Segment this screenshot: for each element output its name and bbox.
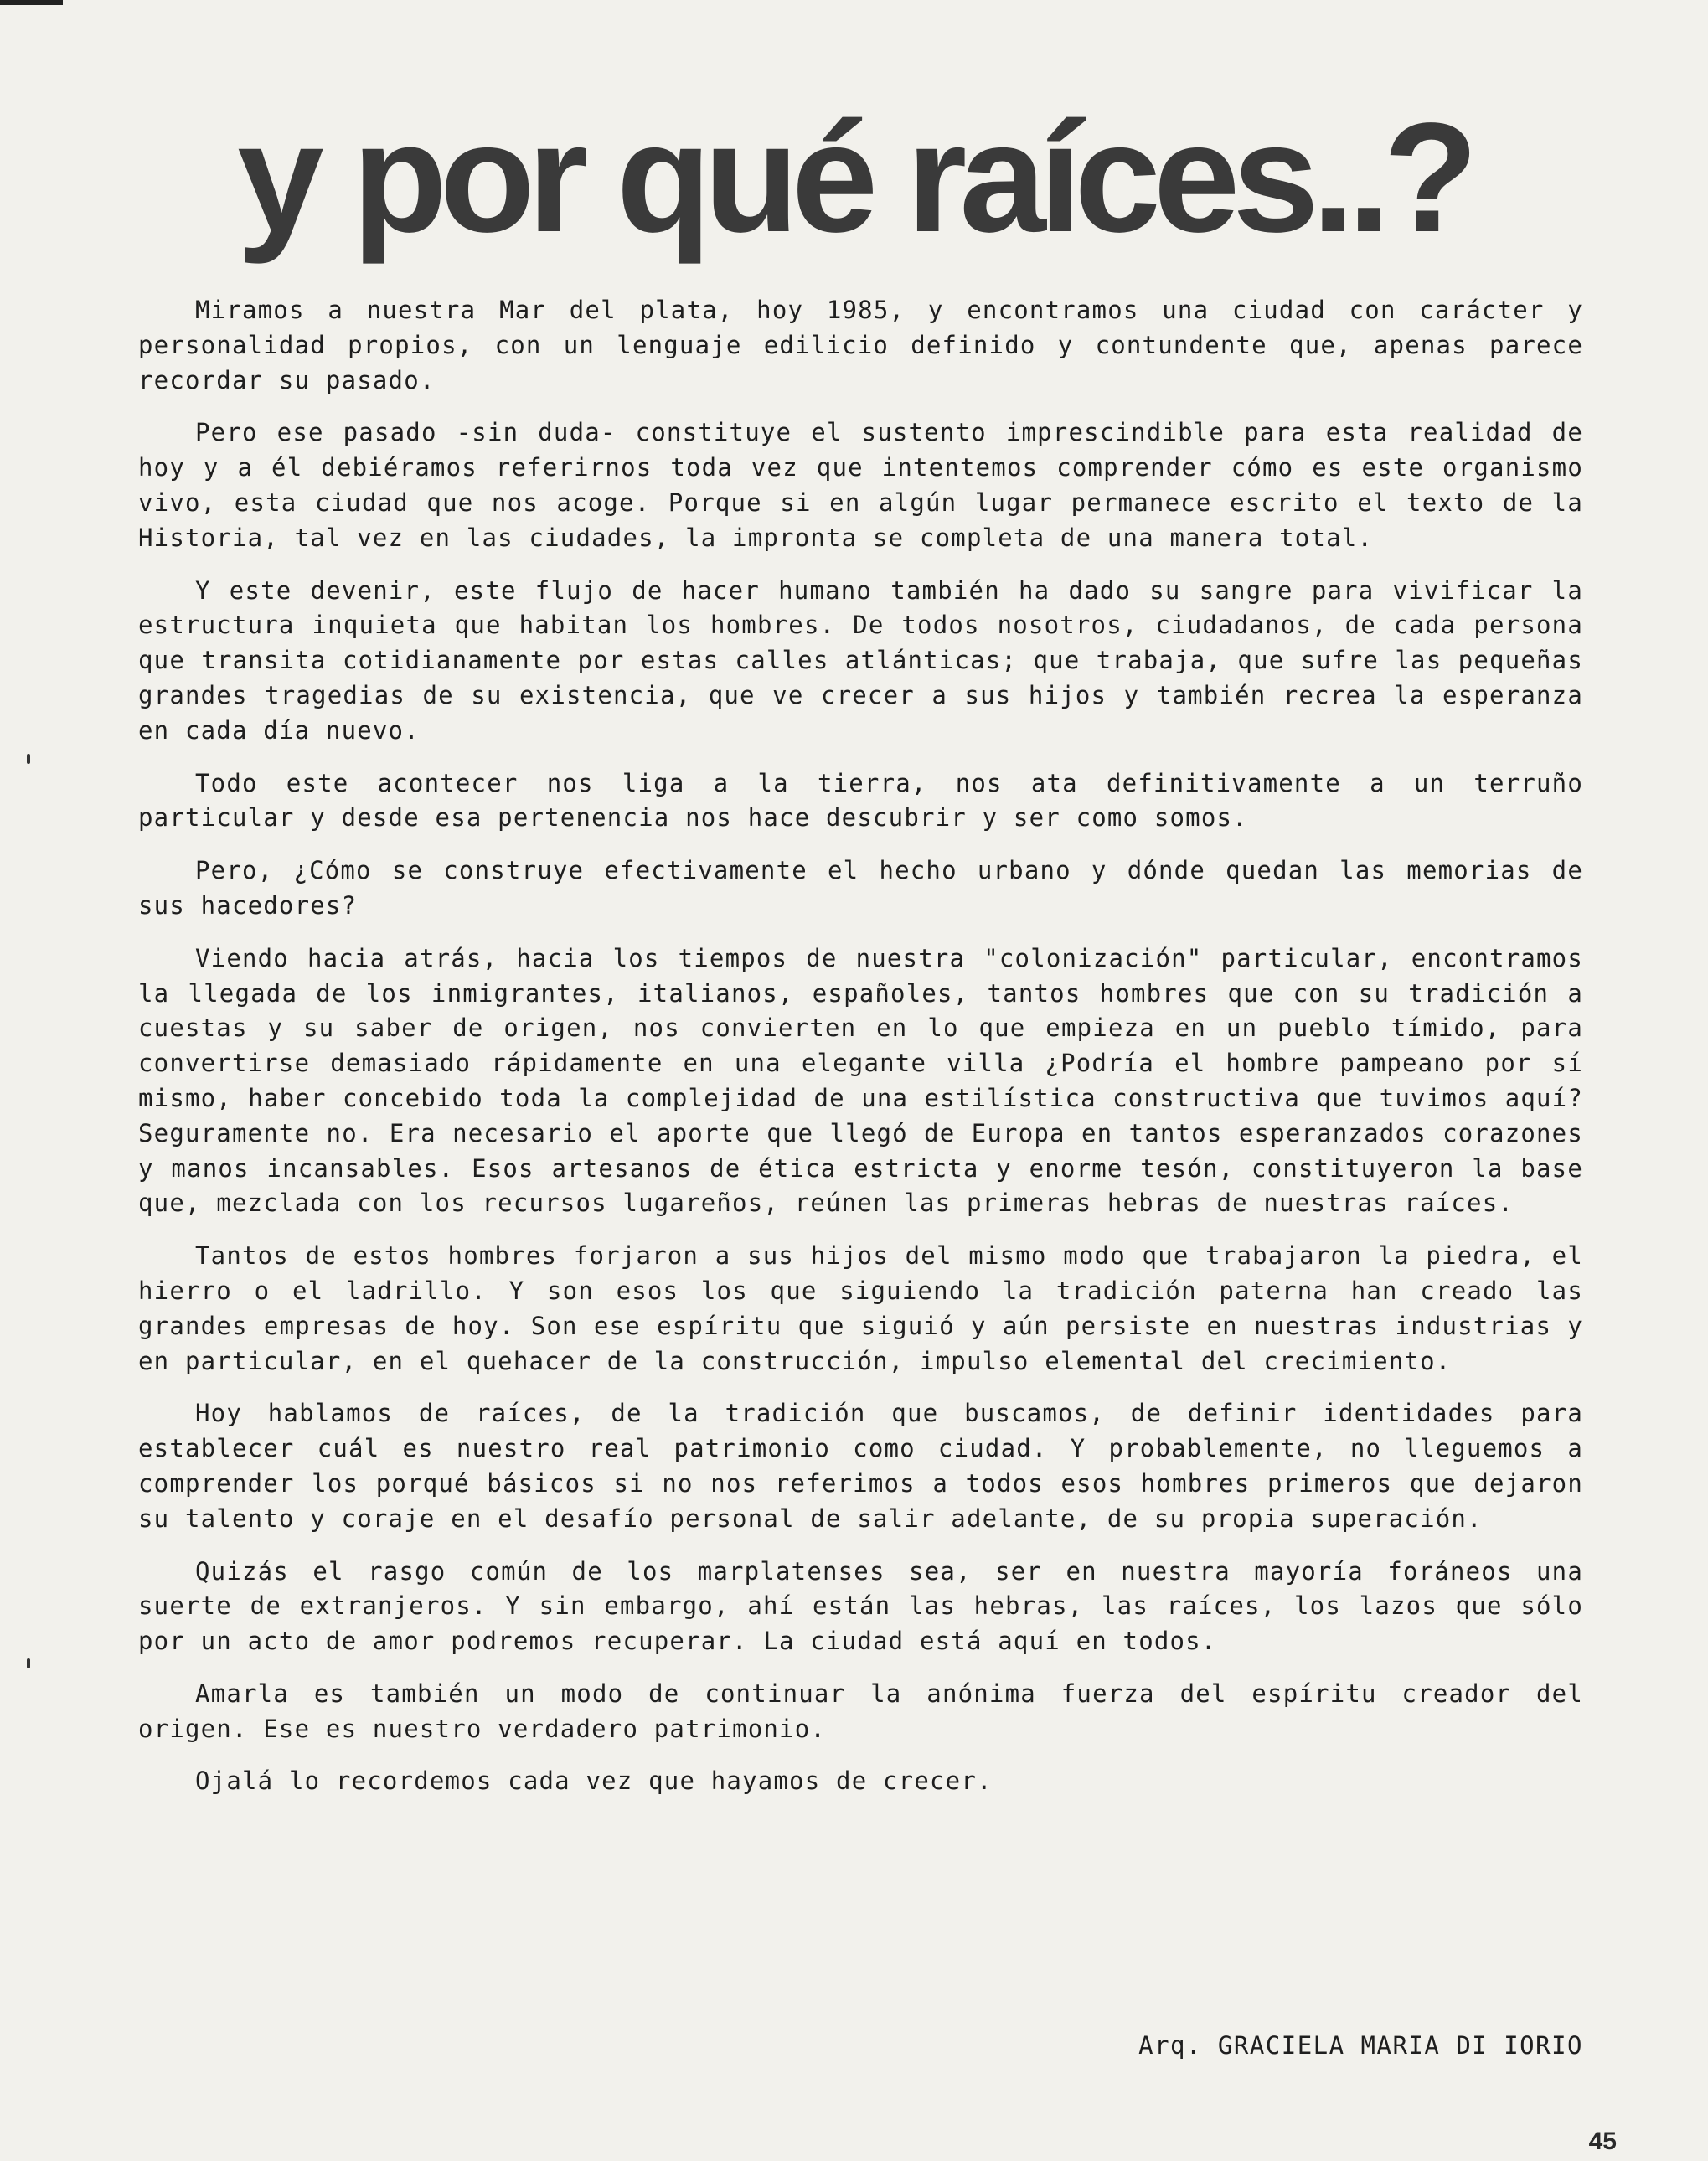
paragraph: Quizás el rasgo común de los marplatenses sea, ser en nuestra mayoría foráneos una suerte de extranjeros. Y sin embargo, ahí están las hebras, las raíces, los lazos que sólo por un acto de amor podremos recuperar. La ciudad está aquí en todos. xyxy=(138,1556,1583,1656)
paragraph: Viendo hacia atrás, hacia los tiempos de nuestra "colonización" particular, encontramos la llegada de los inmigrantes, italianos, españoles, tantos hombres que con su tradición a cuestas y su saber de origen, nos convierten en lo que empieza en un pueblo tímido, para convertirse demasiado rápidamente en una elegante villa ¿Podría el hombre pampeano por sí mismo, haber concebido toda la complejidad de una estilística constructiva que tuvimos aquí? Seguramente no. Era necesario el aporte que llegó de Europa en tantos esperanzados corazones y manos incansables. Esos artesanos de ética estricta y enorme tesón, constituyeron la base que, mezclada con los recursos lugareños, reúnen las primeras hebras de nuestras raíces. xyxy=(138,943,1583,1218)
paragraph: Pero ese pasado -sin duda- constituye el sustento imprescindible para esta realidad de hoy y a él debiéramos referirnos toda vez que intentemos comprender cómo es este organismo vivo, esta ciudad que nos acoge. Porque si en algún lugar permanece escrito el texto de la Historia, tal vez en las ciudades, la impronta se completa de una manera total. xyxy=(138,418,1583,552)
article-body xyxy=(138,293,1583,1817)
page-number: 45 xyxy=(1588,2127,1617,2155)
paragraph: Pero, ¿Cómo se construye efectivamente el hecho urbano y dónde quedan las memorias de sus hacedores? xyxy=(138,856,1583,920)
article-title: y por qué raíces..? xyxy=(237,91,1471,265)
paragraph: Miramos a nuestra Mar del plata, hoy 1985, y encontramos una ciudad con carácter y personalidad propios, con un lenguaje edilicio definido y contundente que, apenas parece recordar su pasado. xyxy=(138,296,1583,395)
paragraph: Tantos de estos hombres forjaron a sus hijos del mismo modo que trabajaron la piedra, el hierro o el ladrillo. Y son esos los que siguiendo la tradición paterna han creado las grandes empresas de hoy. Son ese espíritu que siguió y aún persiste en nuestras industrias y en particular, en el quehacer de la construcción, impulso elemental del crecimiento. xyxy=(138,1241,1583,1375)
paragraph: Todo este acontecer nos liga a la tierra, nos ata definitivamente a un terruño particular y desde esa pertenencia nos hace descubrir y ser como somos. xyxy=(138,768,1583,833)
margin-speck xyxy=(27,1658,30,1668)
author-signature: Arq. GRACIELA MARIA DI IORIO xyxy=(1138,2031,1583,2060)
paragraph: Amarla es también un modo de continuar la anónima fuerza del espíritu creador del origen. Ese es nuestro verdadero patrimonio. xyxy=(138,1679,1583,1743)
paragraph: Hoy hablamos de raíces, de la tradición que buscamos, de definir identidades para establecer cuál es nuestro real patrimonio como ciudad. Y probablemente, no lleguemos a comprender los porqué básicos si no nos referimos a todos esos hombres primeros que dejaron su talento y coraje en el desafío personal de salir adelante, de su propia superación. xyxy=(138,1399,1583,1533)
paragraph: Ojalá lo recordemos cada vez que hayamos de crecer. xyxy=(195,1766,993,1796)
top-edge-rule xyxy=(0,0,63,5)
margin-speck xyxy=(27,754,30,764)
paragraph: Y este devenir, este flujo de hacer humano también ha dado su sangre para vivificar la estructura inquieta que habitan los hombres. De todos nosotros, ciudadanos, de cada persona que transita cotidianamente por estas calles atlánticas; que trabaja, que sufre las pequeñas grandes tragedias de su existencia, que ve crecer a sus hijos y también recrea la esperanza en cada día nuevo. xyxy=(138,575,1583,745)
